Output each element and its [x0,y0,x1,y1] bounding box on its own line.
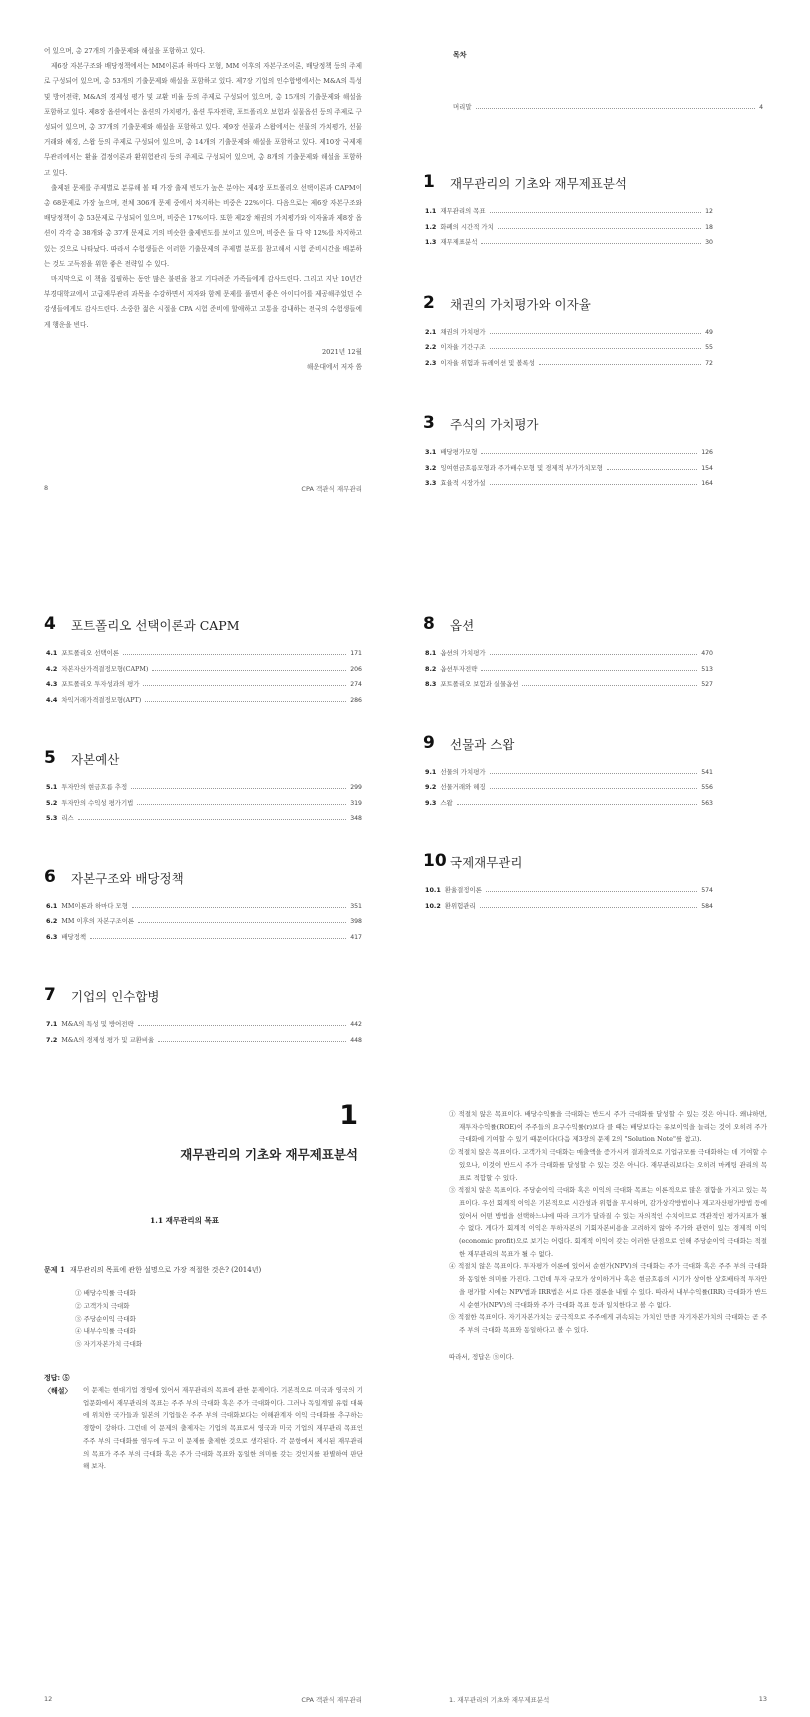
toc-entry[interactable] [425,463,713,472]
toc-entry-number: 6.2 [46,917,58,925]
toc-entry-label: 머리말 [453,103,472,111]
page-number: 12 [44,1695,53,1703]
explanation-item-4: ④ 적절치 않은 목표이다. 투자평가 이론에 있어서 순현가(NPV)의 극대화는 주가 극대화 혹은 주주 부의 극대화와 동일한 의미를 가진다. 그런데 투자 규모가 상이하거나 혹은 현금흐름의 시기가 상이한 상호배타적 투자안을 평가할 시에는 NPV법과 IRR법은 서로 다른 결론을 내릴 수 있다. 따라서 내부수익률(IRR) 극대화가 반드시 순현가(NPV)의 극대화와 주가 극대화 목표 등과 일치한다고 볼 수 없다. [449,1262,767,1309]
explanation-page [405,1080,810,1717]
toc-entry-label: MM 이후의 자본구조이론 [61,917,135,925]
toc-entry-number: 3.1 [425,448,437,456]
toc-entry-label: 배당평가모형 [440,448,478,456]
toc-entry-label: 선물거래와 헤징 [440,783,486,791]
problem-text: 재무관리의 목표에 관한 설명으로 가장 적절한 것은? (2014년) [69,1266,262,1274]
toc-entry-label: 포트폴리오 투자성과의 평가 [61,680,140,688]
toc-entry-page: 351 [350,902,362,910]
toc-entry-page: 4 [759,104,763,111]
toc-chapter-number: 5 [44,748,56,768]
option-1: ① 배당수익률 극대화 [75,1289,136,1297]
toc-entry-page: 470 [701,650,713,657]
toc-entry-page: 584 [701,902,713,910]
toc-entry-page: 286 [350,696,362,704]
toc-entry-number: 4.3 [46,680,58,688]
option-3: ③ 주당순이익 극대화 [75,1314,136,1323]
toc-heading: 목차 [453,51,467,59]
toc-entry[interactable] [425,327,713,336]
toc-entry[interactable] [46,648,362,657]
explanation-label: 〈해설〉 [44,1386,72,1395]
chapter-title: 재무관리의 기초와 재무제표분석 [180,1147,358,1162]
spread-2 [0,572,810,1044]
preface-signature: 해운대에서 저자 씀 [306,363,362,372]
option-4: ④ 내부수익률 극대화 [75,1327,136,1336]
toc-entry-page: 274 [350,681,362,688]
toc-entry-label: 리스 [61,814,74,822]
toc-entry-label: 채권의 가치평가 [440,327,486,336]
leader-dots [490,212,702,213]
toc-chapter-number: 6 [44,866,56,887]
leader-dots [132,907,346,908]
toc-entry[interactable] [46,798,362,807]
toc-entry-number: 4.4 [46,695,58,704]
toc-entry-number: 8.1 [425,649,437,657]
leader-dots [481,453,697,454]
toc-entry-number: 6.3 [46,932,58,941]
leader-dots [522,685,697,686]
toc-entry[interactable] [46,664,362,673]
toc-entry[interactable] [425,478,713,487]
toc-entry-label: 재무제표분석 [440,238,478,246]
leader-dots [539,364,701,365]
toc-chapter-title[interactable]: 자본구조와 배당정책 [71,870,184,886]
toc-entry-page: 30 [705,239,713,246]
toc-entry-page: 49 [705,328,713,336]
preface-paragraph: 어 있으며, 총 27개의 기출문제와 해설을 포함하고 있다. [44,47,206,55]
toc-entry-number: 1.3 [425,238,437,246]
toc-entry-label: 재무관리의 목표 [440,207,486,215]
toc-chapter-number: 3 [423,413,435,433]
toc-entry-page: 348 [350,815,362,822]
explanation-text: 이 문제는 현대기업 경영에 있어서 재무관리의 목표에 관한 문제이다. 기본적으로 미국과 영국의 기업문화에서 재무관리의 목표는 주주 부의 극대화 혹은 주가 극대화이다. 그러나 독일계열 유럽 대륙에 위치한 국가들과 일본의 기업들은 주주 부의 극대화보다는 이해관계자 이익 극대화를 추구하는 경향이 강하다. 그런데 이 문제의 출제자는 기업의 목표로서 영국과 미국 기업의 재무관리 목표인 주주 부의 극대화를 염두에 두고 이 문제를 출제한 것으로 생각된다. 각 문항에서 제시된 재무관리의 목표가 주주 부의 극대화 혹은 주가 극대화 목표와 동일한 의미를 갖는 것인지를 판별하여 판단해 보자. [83,1386,363,1471]
toc-entry-number: 8.3 [425,680,437,688]
toc-entry[interactable] [425,222,713,231]
toc-chapter-number: 1 [423,172,435,192]
toc-chapter-title[interactable]: 주식의 가치평가 [450,417,539,432]
toc-entry[interactable] [425,885,713,894]
conclusion: 따라서, 정답은 ⑤이다. [449,1352,514,1361]
toc-entry-number: 1.1 [425,207,437,215]
toc-entry-page: 154 [701,464,713,472]
toc-chapter-title[interactable]: 국제재무관리 [450,855,523,870]
toc-entry-number: 1.2 [425,222,437,231]
toc-entry[interactable] [425,648,713,657]
toc-entry-number: 5.3 [46,814,58,822]
toc-entry-number: 9.2 [425,783,437,791]
toc-entry[interactable] [46,695,362,704]
toc-entry-label: 옵션투자전략 [440,664,478,673]
toc-entry-number: 10.2 [425,901,441,910]
toc-entry[interactable] [425,358,713,367]
toc-entry-number: 5.2 [46,798,58,807]
leader-dots [138,922,346,923]
toc-entry-number: 3.3 [425,479,437,487]
toc-entry[interactable] [425,206,713,215]
toc-entry-page: 55 [705,344,713,351]
toc-entry-page: 299 [350,784,362,791]
toc-entry[interactable] [425,237,713,246]
toc-chapter-number: 9 [423,732,435,753]
preface-paragraph: 마지막으로 이 책을 집필하는 동안 많은 불편을 참고 기다려준 가족들에게 감사드린다. 그리고 지난 10년간 부경대학교에서 고급재무관리 과목을 수강하면서 저자와 함께 문제를 풀면서 좋은 아이디어를 제공해주었던 수강생들에게도 감사드린다. 소중한 젊은 시절을 CPA 시험 준비에 할애하고 고통을 감내하는 전국의 수험생들에게 행운을 빈다. [44,275,362,329]
toc-entry-page: 206 [350,665,362,673]
toc-entry-label: 포트폴리오 보험과 실물옵션 [440,680,519,688]
toc-entry-label: M&A의 특성 및 방어전략 [61,1020,134,1028]
toc-entry-number: 2.3 [425,358,437,367]
toc-entry[interactable] [425,767,713,776]
problem-label: 문제 1 [44,1265,65,1274]
toc-entry-page: 12 [705,208,713,215]
toc-entry-page: 513 [701,665,713,673]
toc-entry-page: 18 [705,223,713,231]
chapter-number: 1 [339,1100,358,1131]
toc-entry[interactable] [46,901,362,910]
leader-dots [607,469,697,470]
toc-entry[interactable] [46,932,362,941]
preface-date: 2021년 12월 [321,347,362,356]
toc-entry[interactable] [46,813,362,822]
explanation-item-1: ① 적절치 않은 목표이다. 배당수익률을 극대화는 반드시 주가 극대화를 달성할 수 있는 것은 아니다. 왜냐하면, 재투자수익률(ROE)이 주주들의 요구수익률(r)보다 클 때는 배당보다는 유보이익을 늘리는 것이 오히려 주가 극대화에 기여할 수 있기 때문이다(다음 제3장의 문제 2의 "Solution Note"를 참고). [449,1110,767,1144]
toc-entry-number: 2.2 [425,343,437,351]
toc-entry-page: 164 [701,480,713,487]
explanation-items [449,1108,767,1363]
leader-dots [138,1025,347,1026]
preface-paragraph: 출제된 문제를 주제별로 분류해 볼 때 가장 출제 빈도가 높은 분야는 제4장 포트폴리오 선택이론과 CAPM이 총 68문제로 가장 높으며, 전체 306개 문제 중에서 차지하는 비중은 22%이다. 다음으로는 제6장 자본구조와 배당정책이 총 53문제로 구성되어 있으며, 비중은 17%이다. 또한 제2장 채권의 가치평가와 이자율과 제8장 옵션이 각각 총 38개와 총 37개 문제로 거의 비슷한 출제빈도를 보이고 있으며, 비중은 둘 다 약 12%를 차지하고 있는 것으로 나타났다. 따라서 수험생들은 이러한 기출문제의 주제별 분포를 참고해서 시험 준비시간을 배분하는 것도 고득점을 위한 좋은 전략일 수 있다. [44,183,362,268]
running-head: CPA 객관식 재무관리 [301,485,362,493]
leader-dots [498,228,701,229]
toc-entry[interactable] [425,901,713,910]
toc-entry-label: MM이론과 하마다 모형 [61,901,128,910]
leader-dots [457,804,698,805]
leader-dots [152,670,346,671]
toc-entry-label: 이자율 기간구조 [440,343,486,351]
toc-entry-page: 442 [350,1021,362,1028]
toc-entry-page: 72 [705,359,713,367]
leader-dots [490,788,698,789]
toc-entry-label: M&A의 경제성 평가 및 교환비율 [61,1035,155,1044]
leader-dots [145,701,346,702]
toc-entry-number: 4.2 [46,664,58,673]
leader-dots [486,891,697,892]
explanation-item-2: ② 적절치 않은 목표이다. 고객가치 극대화는 매출액을 증가시켜 결과적으로 기업규모를 극대화하는 데 기여할 수 있으나, 이것이 반드시 주가 극대화를 달성할 수 있는 것은 아니다. 재무관리보다는 오히려 마케팅 관리의 목표로 적합할 수 있다. [449,1148,767,1182]
page-number: 8 [44,484,49,492]
toc-chapter-number: 8 [423,614,435,634]
option-5: ⑤ 자기자본가치 극대화 [75,1340,143,1349]
toc-entry-number: 4.1 [46,649,58,657]
toc-entry-number: 7.2 [46,1035,58,1044]
toc-entry-number: 7.1 [46,1020,58,1028]
toc-entry-label: 차익거래가격결정모형(APT) [61,695,142,704]
leader-dots [123,654,346,655]
toc-entry[interactable] [46,1035,362,1044]
toc-chapter-number: 2 [423,292,435,313]
leader-dots [143,685,346,686]
leader-dots [158,1041,346,1042]
toc-entry-number: 5.1 [46,783,58,791]
spread-3 [0,1080,810,1717]
running-head: CPA 객관식 재무관리 [301,1696,362,1704]
leader-dots [490,348,702,349]
toc-entry-page: 556 [701,784,713,791]
toc-entry-label: 화폐의 시간적 가치 [440,222,494,231]
leader-dots [490,333,702,334]
toc-page-1 [405,0,810,520]
toc-entry-number: 9.3 [425,798,437,807]
toc-entry-page: 448 [350,1036,362,1044]
toc-entry-page: 171 [350,650,362,657]
section-title: 1.1 재무관리의 목표 [150,1216,219,1225]
leader-dots [481,670,697,671]
toc-entry-number: 10.1 [425,886,441,894]
explanation-item-3: ③ 적절치 않은 목표이다. 주당순이익 극대화 혹은 이익의 극대화 목표는 이론적으로 많은 결함을 가지고 있는 목표이다. 우선 회계적 이익은 기본적으로 시간성과 위험을 무시하며, 감가상각방법이나 재고자산평가방법 등에 있어서 어떤 방법을 선택하느냐에 따라 크기가 달라질 수 있는 자의적인 수치이므로 객관적인 평가지표가 될 수 없다. 게다가 회계적 이익은 투하자본의 기회자본비용을 고려하지 않아 주가와 관련이 있는 경제적 이익(economic profit)으로 보기는 어렵다. 회계적 이익이 갖는 이러한 단점으로 인해 주당순이익 극대화는 적절한 재무관리의 목표가 될 수 없다. [449,1186,767,1258]
leader-dots [490,654,698,655]
toc-entry-label: 옵션의 가치평가 [440,649,486,657]
toc-chapter-number: 10 [423,851,447,871]
toc-entry-page: 417 [350,933,362,941]
toc-entry[interactable] [425,447,713,456]
explanation-item-5: ⑤ 적절한 목표이다. 자기자본가치는 궁극적으로 주주에게 귀속되는 가치인 만큼 자기자본가치의 극대화는 곧 주주 부의 극대화 목표와 동일하다고 볼 수 있다. [449,1313,767,1334]
toc-chapter-title[interactable]: 자본예산 [71,752,120,767]
leader-dots [476,108,756,109]
answer-options [75,1287,142,1351]
toc-entry-number: 9.1 [425,767,437,776]
leader-dots [481,243,701,244]
toc-entry[interactable] [425,664,713,673]
toc-entry[interactable] [425,679,713,688]
toc-chapter-title[interactable]: 포트폴리오 선택이론과 CAPM [71,618,240,633]
toc-entry-page: 126 [701,449,713,456]
preface-paragraph: 제6장 자본구조와 배당정책에서는 MM이론과 하마다 모형, MM 이후의 자본구조이론, 배당정책 등의 주제로 구성되어 있으며, 총 53개의 기출문제와 해설을 포함하고 있다. 제7장 기업의 인수합병에서는 M&A의 특성 및 방어전략, M&A의 경제성 평가 및 교환 비율 등의 주제로 구성되어 있으며, 총 15개의 기출문제와 해설을 포함하고 있다. 제8장 옵션에서는 옵션의 가치평가, 옵션 투자전략, 포트폴리오 보험과 실물옵션 등의 주제로 구성되어 있으며, 총 37개의 기출문제와 해설을 포함하고 있다. 제9장 선물과 스왑에서는 선물의 가치평가, 선물거래와 헤징, 스왑 등의 주제로 구성되어 있으며, 총 14개의 기출문제와 해설을 포함하고 있다. 제10장 국제재무관리에서는 환율 결정이론과 환위험관리 등의 주제로 구성되어 있으며, 총 8개의 기출문제와 해설을 포함하고 있다. [44,62,362,177]
toc-entry-label: 스왑 [440,798,453,807]
toc-entry-page: 398 [350,918,362,925]
toc-entry-page: 319 [350,799,362,807]
toc-page-2 [0,572,405,1044]
leader-dots [490,773,698,774]
toc-chapter-number: 4 [44,614,56,634]
toc-entry-label: 포트폴리오 선택이론 [61,649,119,657]
preface-body [44,44,362,375]
chapter-opening-page [0,1080,405,1717]
toc-entry[interactable] [46,782,362,791]
toc-chapter-title[interactable]: 기업의 인수합병 [71,989,160,1004]
toc-entry[interactable] [46,916,362,925]
toc-chapter-title[interactable]: 옵션 [450,618,475,633]
toc-chapter-number: 7 [44,985,56,1005]
toc-entry[interactable] [425,798,713,807]
problem-statement [44,1265,261,1275]
toc-entry[interactable] [46,679,362,688]
toc-entry-label: 자본자산가격결정모형(CAPM) [61,664,149,673]
toc-entry-label: 환위험관리 [444,901,476,910]
toc-page-3 [405,572,810,1032]
leader-dots [490,484,698,485]
toc-entry-label: 배당정책 [61,932,87,941]
toc-entry-label: 효율적 시장가설 [440,479,486,487]
toc-entry-number: 8.2 [425,664,437,673]
page-number: 13 [758,1695,767,1703]
toc-entry[interactable] [425,782,713,791]
leader-dots [137,804,346,805]
option-2: ② 고객가치 극대화 [75,1301,130,1310]
toc-entry-page: 563 [701,799,713,807]
toc-entry-preface[interactable] [453,102,763,111]
toc-entry-page: 574 [701,887,713,894]
toc-entry-page: 541 [701,768,713,776]
leader-dots [131,788,346,789]
answer-label: 정답: ⑤ [44,1373,70,1382]
toc-entry[interactable] [46,1019,362,1028]
preface-page [0,0,405,520]
spread-1 [0,0,810,520]
toc-chapter-title[interactable]: 재무관리의 기초와 재무제표분석 [450,176,627,191]
toc-entry-number: 3.2 [425,463,437,472]
toc-entry-label: 이자율 위험과 듀레이션 및 볼록성 [440,358,535,367]
toc-chapter-title[interactable]: 선물과 스왑 [450,736,515,752]
toc-entry-label: 잉여현금흐름모형과 주가배수모형 및 경제적 부가가치모형 [440,463,603,472]
toc-entry-number: 6.1 [46,901,58,910]
toc-entry-label: 투자안의 현금흐름 추정 [61,783,128,791]
toc-entry[interactable] [425,342,713,351]
toc-entry-label: 선물의 가치평가 [440,767,486,776]
leader-dots [78,819,347,820]
leader-dots [90,938,346,939]
toc-entry-number: 2.1 [425,327,437,336]
toc-entry-label: 환율결정이론 [444,886,482,894]
toc-entry-label: 투자안의 수익성 평가기법 [61,798,134,807]
leader-dots [480,907,698,908]
toc-chapter-title[interactable]: 채권의 가치평가와 이자율 [450,296,591,312]
toc-entry-page: 527 [701,681,713,688]
running-head: 1. 재무관리의 기초와 재무제표분석 [449,1696,550,1704]
